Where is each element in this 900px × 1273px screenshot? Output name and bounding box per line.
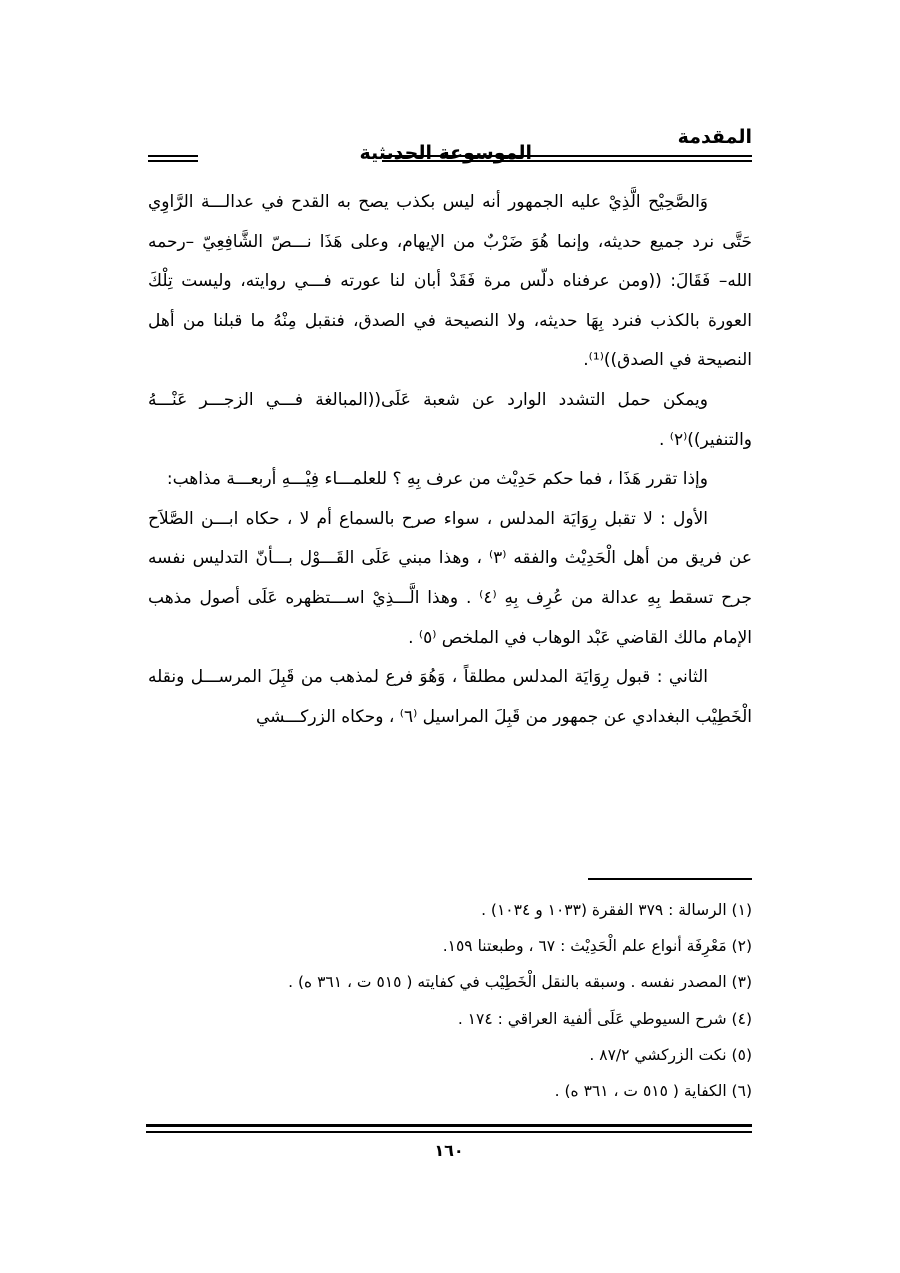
main-text: [148, 183, 752, 737]
footnotes: [148, 892, 752, 1109]
footer-rule: [146, 1124, 752, 1127]
footer-rule: [146, 1131, 752, 1133]
footnote-separator: [588, 878, 752, 880]
footnote: (١) الرسالة : ٣٧٩ الفقرة (١٠٣٣ و ١٠٣٤) .: [481, 901, 752, 919]
header-rule: [148, 155, 198, 157]
footnote: (٣) المصدر نفسه . وسبقه بالنقل الْخَطِيْب في كفايته ( ٥١٥ ت ، ٣٦١ ه) .: [288, 973, 752, 992]
paragraph: الأول : لا تقبل رِوَايَة المدلس ، سواء صرح بالسماع أم لا ، حكاه ابـــن الصَّلاَح عن فريق من أهل الْحَدِيْث والفقه ⁽٣⁾ ، وهذا مبني عَلَى القَـــوْل بـــأنّ التدليس نفسه جرح تسقط بِهِ عدالة من عُرِف بِهِ ⁽٤⁾ . وهذا الَّـــذِيْ اســـتظهره عَلَى أصول مذهب الإمام مالك القاضي عَبْد الوهاب في الملخص ⁽٥⁾ .: [148, 508, 753, 648]
paragraph: الثاني : قبول رِوَايَة المدلس مطلقاً ، وَهُوَ فرع لمذهب من قَبِلَ المرســـل ونقله الْخَطِيْب البغدادي عن جمهور من قَبِلَ المراسيل ⁽٦⁾ ، وحكاه الزركـــشي: [148, 667, 752, 727]
footnote: (٤) شرح السيوطي عَلَى ألفية العراقي : ١٧٤ .: [457, 1009, 752, 1028]
paragraph: ويمكن حمل التشدد الوارد عن شعبة عَلَى((المبالغة فـــي الزجـــر عَنْـــهُ والتنفير))⁽٢⁾ .: [148, 389, 752, 450]
chapter-title: المقدمة: [677, 126, 752, 148]
running-header: [148, 126, 752, 166]
footnote: (٢) مَعْرِفَة أنواع علم الْحَدِيْث : ٦٧ ، وطبعتنا ١٥٩.: [442, 937, 752, 956]
footnote: (٦) الكفاية ( ٥١٥ ت ، ٣٦١ ه) .: [554, 1082, 752, 1101]
paragraph: وإذا تقرر هَذَا ، فما حكم حَدِيْث من عرف بِهِ ؟ للعلمـــاء فِيْـــهِ أربعـــة مذاهب:: [166, 469, 708, 490]
page-number: ١٦٠: [434, 1141, 464, 1160]
footnote: (٥) نكت الزركشي ٨٧/٢ .: [589, 1045, 752, 1064]
paragraph: وَالصَّحِيْح الَّذِيْ عليه الجمهور أنه ليس بكذب يصح به القدح في عدالـــة الرَّاوِي حَتَّى نرد جميع حديثه، وإنما هُوَ ضَرْبٌ من الإيهام، وعلى هَذَا نـــصّ الشَّافِعِيّ –رحمه الله– فَقَالَ: ((ومن عرفناه دلّس مرة فَقَدْ أبان لنا عورته فـــي روايته، وليست تِلْكَ العورة بالكذب فنرد بِهَا حديثه، ولا النصيحة في الصدق، فنقبل مِنْهُ ما قبلنا من أهل النصيحة في الصدق))⁽¹⁾.: [148, 192, 752, 371]
header-rule: [148, 160, 198, 162]
book-title: الموسوعة الحديثية: [359, 142, 532, 164]
